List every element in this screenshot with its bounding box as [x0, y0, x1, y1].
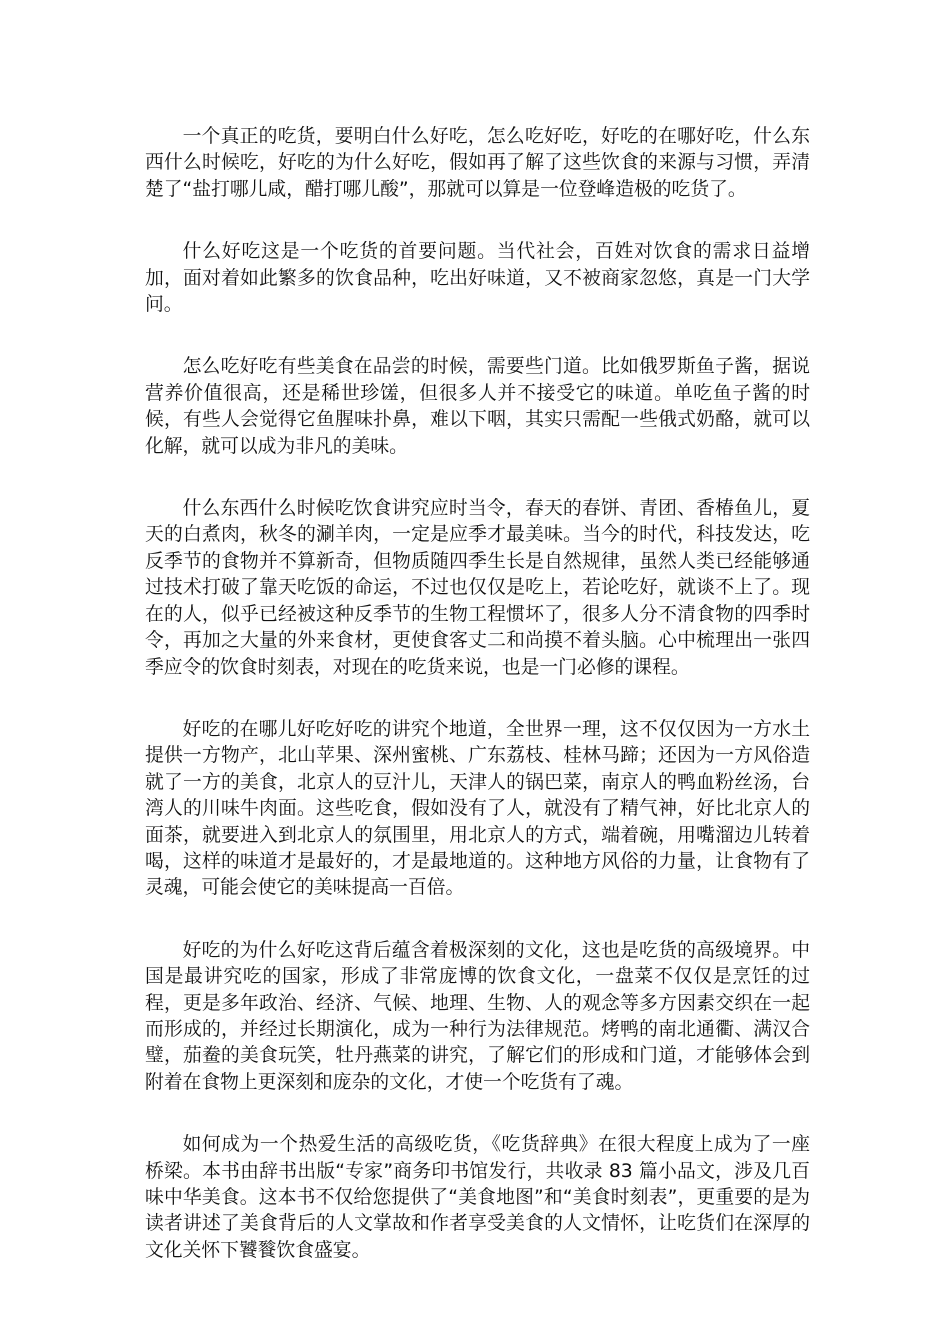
- paragraph-why-tasty: 好吃的为什么好吃这背后蕴含着极深刻的文化，这也是吃货的高级境界。中国是最讲究吃的国家，形成了非常庞博的饮食文化，一盘菜不仅仅是烹饪的过程，更是多年政治、经济、气候、地理、生物、人的观念等多方因素交织在一起而形成的，并经过长期演化，成为一种行为法律规范。烤鸭的南北通衢、满汉合璧，茄鲞的美食玩笑，牡丹燕菜的讲究，了解它们的形成和门道，才能够体会到附着在食物上更深刻和庞杂的文化，才使一个吃货有了魂。: [145, 939, 810, 1093]
- paragraph-where-to-eat: 好吃的在哪儿好吃好吃的讲究个地道，全世界一理，这不仅仅因为一方水土提供一方物产，北山苹果、深州蜜桃、广东荔枝、桂林马蹄；还因为一方风俗造就了一方的美食，北京人的豆汁儿，天津人的锅巴菜，南京人的鸭血粉丝汤，台湾人的川味牛肉面。这些吃食，假如没有了人，就没有了精气神，好比北京人的面茶，就要进入到北京人的氛围里，用北京人的方式，端着碗，用嘴溜边儿转着喝，这样的味道才是最好的，才是最地道的。这种地方风俗的力量，让食物有了灵魂，可能会使它的美味提高一百倍。: [145, 718, 810, 899]
- paragraph-when-to-eat: 什么东西什么时候吃饮食讲究应时当令，春天的春饼、青团、香椿鱼儿，夏天的白煮肉，秋冬的涮羊肉，一定是应季才最美味。当今的时代，科技发达，吃反季节的食物并不算新奇，但物质随四季生长是自然规律，虽然人类已经能够通过技术打破了靠天吃饭的命运，不过也仅仅是吃上，若论吃好，就谈不上了。现在的人，似乎已经被这种反季节的生物工程惯坏了，很多人分不清食物的四季时令，再加之大量的外来食材，更使食客丈二和尚摸不着头脑。心中梳理出一张四季应令的饮食时刻表，对现在的吃货来说，也是一门必修的课程。: [145, 498, 810, 678]
- paragraph-book-intro: 如何成为一个热爱生活的高级吃货，《吃货辞典》在很大程度上成为了一座桥梁。本书由辞书出版“专家”商务印书馆发行，共收录 83 篇小品文，涉及几百味中华美食。这本书不仅给您提供了“美食地图”和“美食时刻表”，更重要的是为读者讲述了美食背后的人文掌故和作者享受美食的人文情怀，让吃货们在深厚的文化关怀下饕餮饮食盛宴。: [145, 1134, 810, 1261]
- paragraph-intro: 一个真正的吃货，要明白什么好吃，怎么吃好吃，好吃的在哪好吃，什么东西什么时候吃，好吃的为什么好吃，假如再了解了这些饮食的来源与习惯，弄清楚了“盐打哪儿咸，醋打哪儿酸”，那就可以算是一位登峰造极的吃货了。: [145, 126, 810, 200]
- paragraph-how-to-eat: 怎么吃好吃有些美食在品尝的时候，需要些门道。比如俄罗斯鱼子酱，据说营养价值很高，还是稀世珍馐，但很多人并不接受它的味道。单吃鱼子酱的时候，有些人会觉得它鱼腥味扑鼻，难以下咽，其实只需配一些俄式奶酪，就可以化解，就可以成为非凡的美味。: [145, 356, 810, 457]
- paragraph-what-is-tasty: 什么好吃这是一个吃货的首要问题。当代社会，百姓对饮食的需求日益增加，面对着如此繁多的饮食品种，吃出好味道，又不被商家忽悠，真是一门大学问。: [145, 241, 810, 316]
- document-body: [145, 124, 810, 1264]
